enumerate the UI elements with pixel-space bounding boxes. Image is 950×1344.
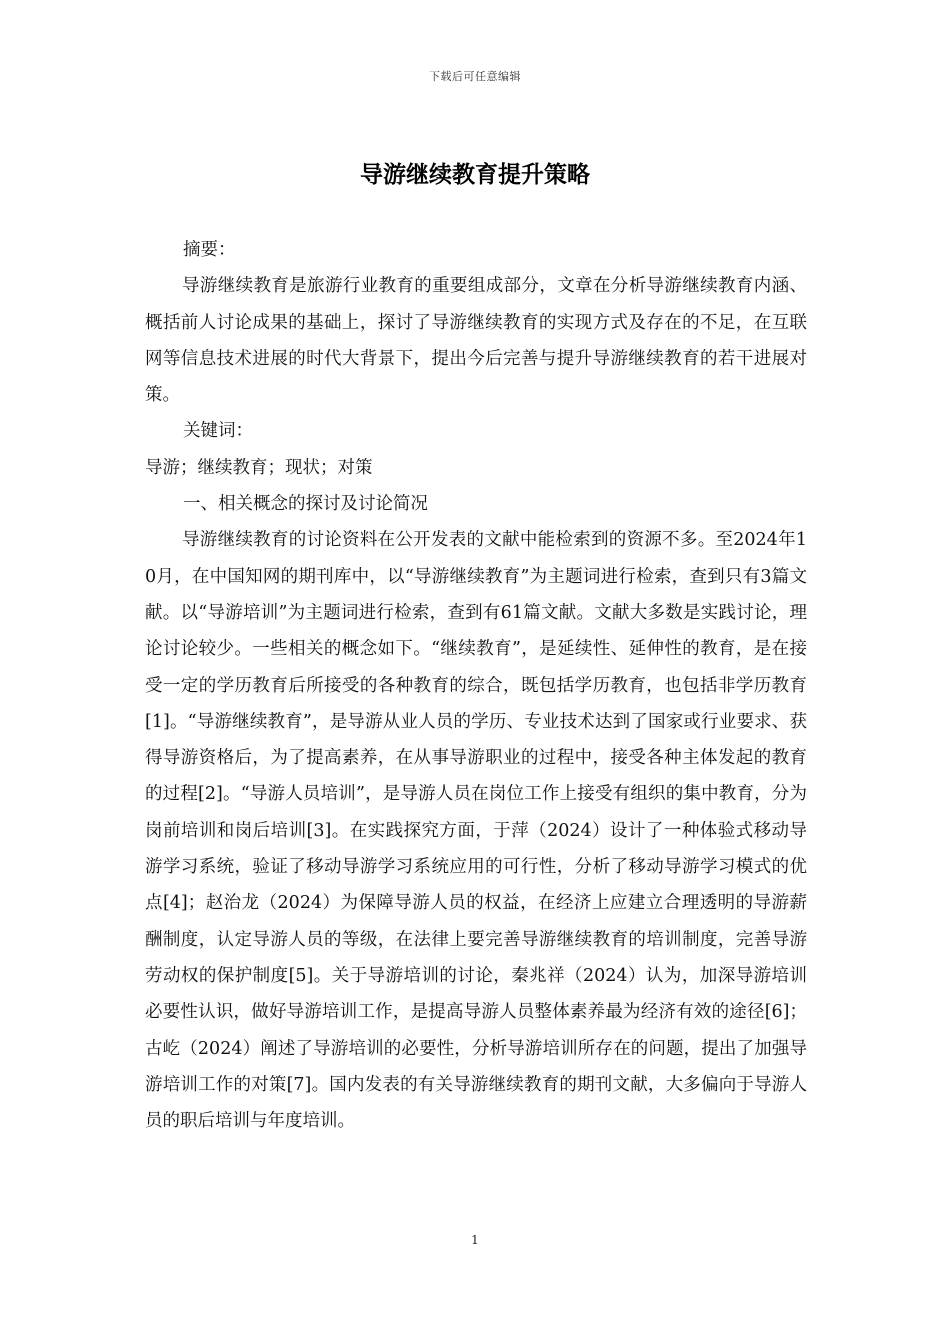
abstract-text: 导游继续教育是旅游行业教育的重要组成部分，文章在分析导游继续教育内涵、概括前人讨论成果的基础上，探讨了导游继续教育的实现方式及存在的不足，在互联网等信息技术进展的时代大背景下，提出今后完善与提升导游继续教育的若干进展对策。: [145, 276, 807, 406]
abstract-label: 摘要：: [183, 240, 236, 260]
keywords-label: 关键词：: [183, 421, 253, 442]
page-number: 1: [471, 1233, 479, 1247]
section-body: 导游继续教育的讨论资料在公开发表的文献中能检索到的资源不多。至2024年10月，在中国知网的期刊库中，以“导游继续教育”为主题词进行检索，查到只有3篇文献。以“导游培训”为主题词进行检索，查到有61篇文献。文献大多数是实践讨论，理论讨论较少。一些相关的概念如下。“继续教育”，是延续性、延伸性的教育，是在接受一定的学历教育后所接受的各种教育的综合，既包括学历教育，也包括非学历教育[1]。“导游继续教育”，是导游从业人员的学历、专业技术达到了国家或行业要求、获得导游资格后，为了提高素养，在从事导游职业的过程中，接受各种主体发起的教育的过程[2]。“导游人员培训”，是导游人员在岗位工作上接受有组织的集中教育，分为岗前培训和岗后培训[3]。在实践探究方面，于萍（2024）设计了一种体验式移动导游学习系统，验证了移动导游学习系统应用的可行性，分析了移动导游学习模式的优点[4]；赵治龙（2024）为保障导游人员的权益，在经济上应建立合理透明的导游薪酬制度，认定导游人员的等级，在法律上要完善导游继续教育的培训制度，完善导游劳动权的保护制度[5]。关于导游培训的讨论，秦兆祥（2024）认为，加深导游培训必要性认识，做好导游培训工作，是提高导游人员整体素养最为经济有效的途径[6]；古屹（2024）阐述了导游培训的必要性，分析导游培训所存在的问题，提出了加强导游培训工作的对策[7]。国内发表的有关导游继续教育的期刊文献，大多偏向于导游人员的职后培训与年度培训。: [145, 530, 807, 1132]
document-title: 导游继续教育提升策略: [360, 161, 590, 188]
document-body: [145, 232, 807, 1139]
keywords-text: 导游；继续教育；现状；对策: [145, 457, 373, 478]
header-note: 下载后可任意编辑: [429, 70, 521, 83]
section-heading: 一、相关概念的探讨及讨论简况: [183, 494, 428, 515]
